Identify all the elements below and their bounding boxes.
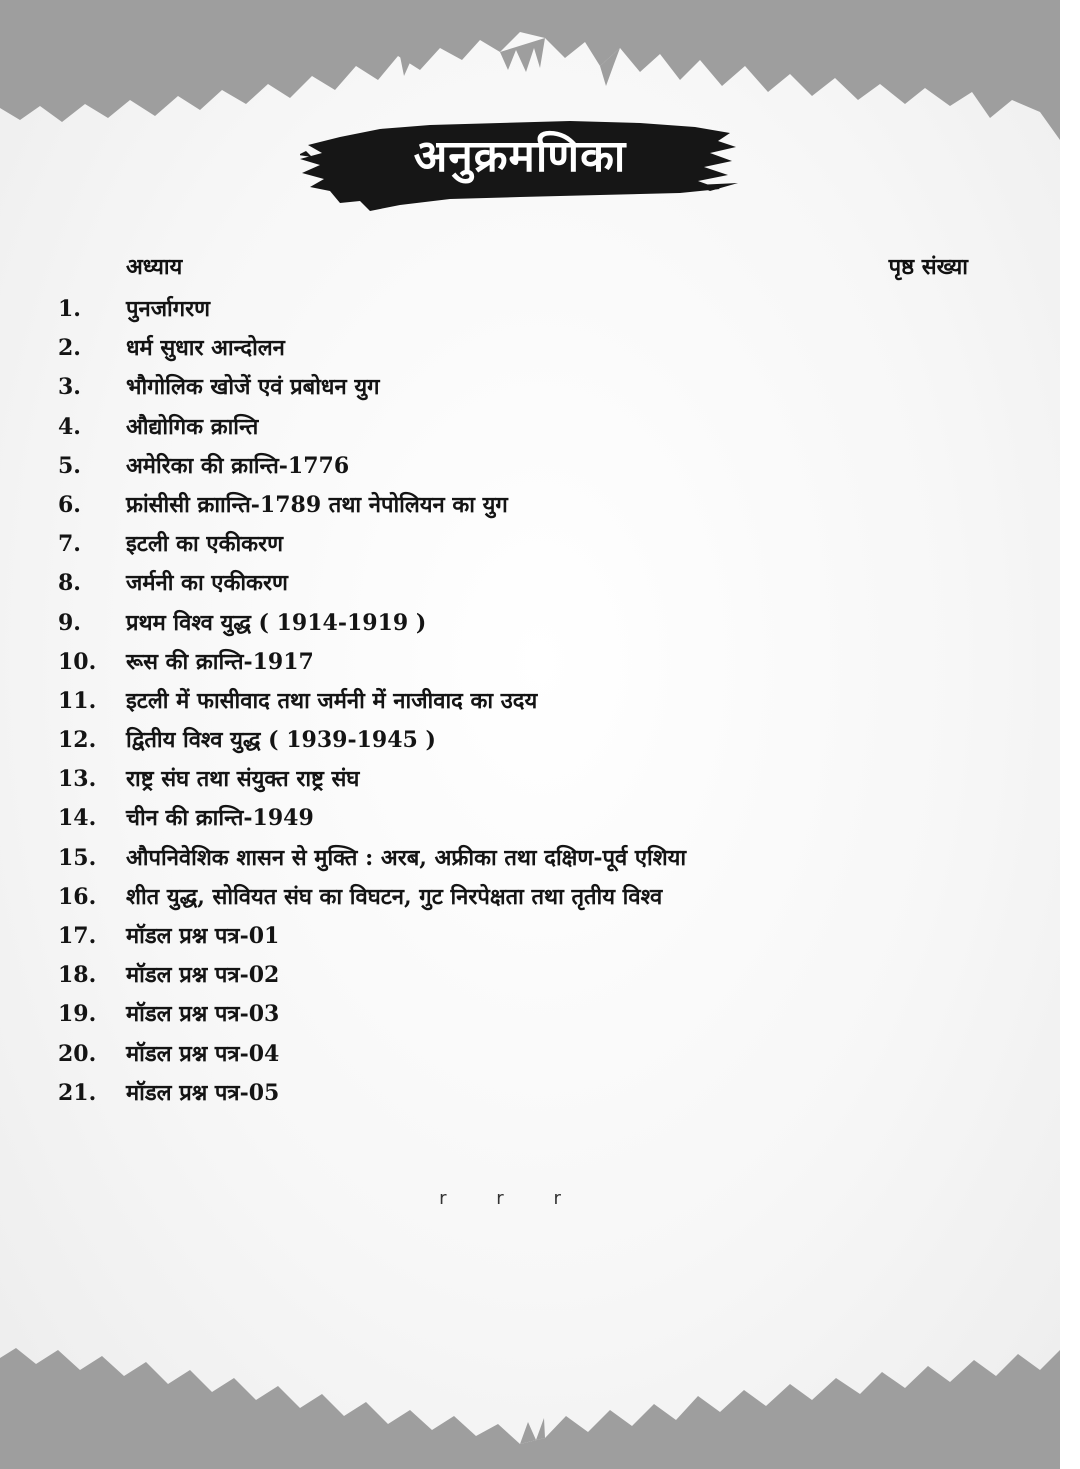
toc-row	[58, 486, 918, 525]
chapter-number: 6.	[58, 491, 81, 518]
chapter-number: 2.	[58, 335, 81, 362]
right-page-margin	[1060, 0, 1080, 1469]
toc-row	[58, 682, 918, 721]
chapter-number: 8.	[58, 570, 81, 597]
page-number-column-header: पृष्ठ संख्या	[888, 254, 968, 280]
toc-row	[58, 799, 918, 838]
chapter-title: इटली में फासीवाद तथा जर्मनी में नाजीवाद का उदय	[126, 687, 538, 714]
toc-row	[58, 1035, 918, 1074]
toc-row	[58, 447, 918, 486]
toc-row	[58, 564, 918, 603]
chapter-number: 13.	[58, 766, 97, 793]
page-title: अनुक्रमणिका	[413, 131, 627, 182]
chapter-title: मॉडल प्रश्न पत्र-05	[126, 1079, 280, 1106]
end-of-list-marks	[0, 1188, 1000, 1209]
chapter-number: 15.	[58, 844, 97, 871]
chapter-title: राष्ट्र संघ तथा संयुक्त राष्ट्र संघ	[126, 766, 360, 793]
chapter-number: 5.	[58, 452, 81, 479]
toc-row	[58, 290, 918, 329]
chapter-number: 9.	[58, 609, 81, 636]
end-mark: r	[553, 1188, 561, 1209]
title-banner	[300, 115, 740, 215]
chapter-number: 4.	[58, 413, 81, 440]
chapter-number: 14.	[58, 805, 97, 832]
toc-row	[58, 721, 918, 760]
chapter-number: 20.	[58, 1040, 97, 1067]
chapter-number: 12.	[58, 727, 97, 754]
chapter-number: 19.	[58, 1001, 97, 1028]
chapter-title: औद्योगिक क्रान्ति	[126, 413, 259, 440]
toc-row	[58, 760, 918, 799]
chapter-title: मॉडल प्रश्न पत्र-04	[126, 1040, 280, 1067]
toc-row	[58, 604, 918, 643]
chapter-title: मॉडल प्रश्न पत्र-01	[126, 923, 280, 949]
table-of-contents	[58, 290, 918, 1113]
toc-row	[58, 839, 918, 878]
chapter-title: अमेरिका की क्रान्ति-1776	[126, 452, 350, 479]
chapter-title: शीत युद्ध, सोवियत संघ का विघटन, गुट निरपेक्षता तथा तृतीय विश्व	[126, 883, 663, 910]
chapter-title: औपनिवेशिक शासन से मुक्ति : अरब, अफ्रीका तथा दक्षिण-पूर्व एशिया	[126, 844, 687, 871]
chapter-number: 17.	[58, 923, 97, 949]
chapter-title: द्वितीय विश्व युद्ध ( 1939-1945 )	[126, 727, 436, 754]
chapter-title: रूस की क्रान्ति-1917	[126, 648, 314, 675]
bottom-torn-border	[0, 1340, 1060, 1469]
chapter-number: 10.	[58, 648, 97, 675]
chapter-number: 7.	[58, 531, 81, 558]
chapter-title: प्रथम विश्व युद्ध ( 1914-1919 )	[126, 609, 427, 636]
chapter-title: पुनर्जागरण	[126, 296, 211, 322]
chapter-number: 11.	[58, 687, 97, 714]
toc-row	[58, 329, 918, 368]
chapter-column-header: अध्याय	[126, 254, 183, 280]
end-mark: r	[439, 1188, 447, 1209]
chapter-number: 3.	[58, 374, 81, 401]
chapter-title: मॉडल प्रश्न पत्र-02	[126, 962, 280, 989]
chapter-number: 1.	[58, 296, 81, 322]
chapter-title: फ्रांसीसी क्राान्ति-1789 तथा नेपोलियन का युग	[126, 491, 508, 518]
toc-row	[58, 368, 918, 407]
toc-row	[58, 408, 918, 447]
toc-row	[58, 956, 918, 995]
end-mark: r	[496, 1188, 504, 1209]
chapter-number: 16.	[58, 883, 97, 910]
chapter-title: इटली का एकीकरण	[126, 531, 283, 558]
toc-row	[58, 995, 918, 1034]
toc-row	[58, 917, 918, 956]
chapter-title: मॉडल प्रश्न पत्र-03	[126, 1001, 280, 1028]
toc-row	[58, 1074, 918, 1113]
chapter-title: जर्मनी का एकीकरण	[126, 570, 288, 597]
toc-row	[58, 525, 918, 564]
toc-row	[58, 878, 918, 917]
chapter-title: चीन की क्रान्ति-1949	[126, 805, 314, 832]
chapter-number: 18.	[58, 962, 97, 989]
chapter-title: भौगोलिक खोजें एवं प्रबोधन युग	[126, 374, 380, 401]
chapter-title: धर्म सुधार आन्दोलन	[126, 335, 285, 362]
toc-row	[58, 643, 918, 682]
chapter-number: 21.	[58, 1079, 97, 1106]
